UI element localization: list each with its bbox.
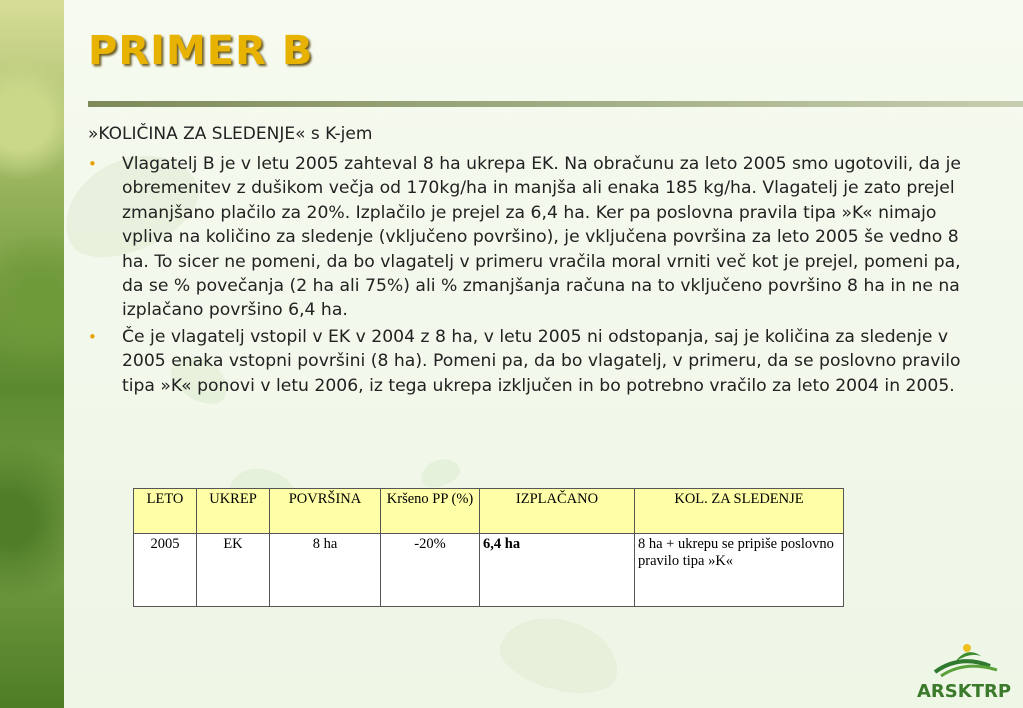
subtitle: »KOLIČINA ZA SLEDENJE« s K-jem	[88, 124, 373, 144]
bullet-item	[88, 152, 968, 323]
logo-graphic-icon	[915, 640, 1015, 680]
bullet-dot-icon: •	[88, 155, 97, 173]
table-cell: 8 ha + ukrepu se pripiše poslovno pravilo tipa »K«	[635, 534, 844, 607]
column-header: KOL. ZA SLEDENJE	[635, 489, 844, 534]
data-table	[133, 488, 844, 607]
background-leaf	[417, 454, 463, 492]
logo	[915, 640, 1015, 702]
column-header: IZPLAČANO	[480, 489, 635, 534]
table-cell: -20%	[381, 534, 480, 607]
bullet-text: Če je vlagatelj vstopil v EK v 2004 z 8 ha, v letu 2005 ni odstopanja, saj je količina za sledenje v 2005 enaka vstopni površini (8 ha). Pomeni pa, da bo vlagatelj, v primeru, da se poslovno pravilo tipa »K« ponovi v letu 2006, iz tega ukrepa izključen in bo potrebno vračilo za leto 2004 in 2005.	[122, 326, 961, 396]
slide-title: PRIMER B	[88, 28, 314, 74]
bullet-text: Vlagatelj B je v letu 2005 zahteval 8 ha ukrepa EK. Na obračunu za leto 2005 smo ugotovili, da je obremenitev z dušikom večja od 170kg/ha in manjša ali enaka 185 kg/ha. Vlagatelj je zato prejel zmanjšano plačilo za 20%. Izplačilo je prejel za 6,4 ha. Ker pa poslovna pravila tipa »K« nimajo vpliva na količino za sledenje (vključeno površino), je vključena površina za leto 2005 še vedno 8 ha. To sicer ne pomeni, da bo vlagatelj v primeru vračila moral vrniti več kot je prejel, pomeni pa, da se % povečanja (2 ha ali 75%) ali % zmanjšanja računa na to vključeno površino 8 ha in ne na izplačano površino 6,4 ha.	[122, 154, 961, 321]
table-cell: 8 ha	[270, 534, 381, 607]
logo-text: ARSKTRP	[917, 681, 1012, 702]
title-divider	[88, 101, 1023, 107]
column-header: LETO	[134, 489, 197, 534]
background-leaf	[493, 606, 627, 705]
column-header: UKREP	[197, 489, 270, 534]
bullet-item	[88, 325, 968, 398]
column-header: Kršeno PP (%)	[381, 489, 480, 534]
decorative-foliage-strip	[0, 0, 64, 708]
table-cell: 2005	[134, 534, 197, 607]
table-cell: EK	[197, 534, 270, 607]
bullet-dot-icon: •	[88, 327, 97, 346]
bullet-list	[88, 152, 968, 400]
table-header-row	[134, 489, 844, 534]
table-row	[134, 534, 844, 607]
table-cell: 6,4 ha	[480, 534, 635, 607]
column-header: POVRŠINA	[270, 489, 381, 534]
